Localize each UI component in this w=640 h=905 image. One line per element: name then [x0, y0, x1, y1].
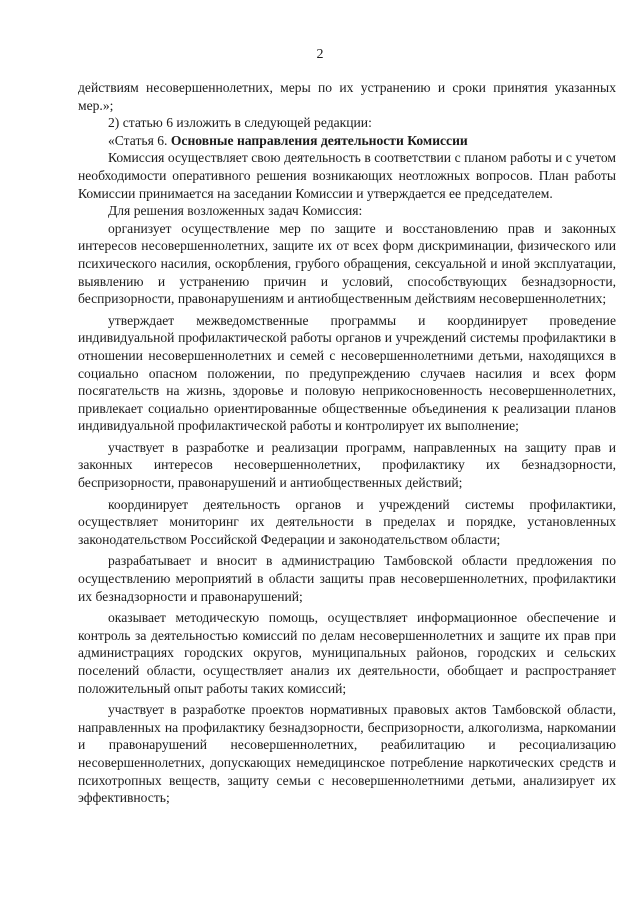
paragraph-amendment: 2) статью 6 изложить в следующей редакции: [108, 115, 372, 131]
paragraph: участвует в разработке проектов нормативных правовых актов Тамбовской области, направленных на профилактику безнадзорности, беспризорности, алкоголизма, наркомании и правонарушений несовершеннолетних, реабилитацию и ресоциализацию несовершеннолетних, допускающих немедицинское потребление наркотических средств и психотропных веществ, защиту семьи с несовершеннолетними детьми, анализирует их эффективность; [78, 702, 616, 806]
paragraph: организует осуществление мер по защите и восстановлению прав и законных интересов несовершеннолетних, защите их от всех форм дискриминации, физического или психического насилия, оскорбления, грубого обращения, сексуальной и иной эксплуатации, выявлению и устранению причин и условий, способствующих безнадзорности, беспризорности, правонарушениям и антиобщественным действиям несовершеннолетних; [78, 220, 616, 307]
paragraph: Комиссия осуществляет свою деятельность в соответствии с планом работы и с учетом необходимости оперативного решения возникающих неотложных вопросов. План работы Комиссии принимается на заседании Комиссии и утверждается ее председателем. [78, 150, 616, 201]
article-title: Основные направления деятельности Комиссии [170, 132, 468, 148]
page-number: 2 [316, 47, 324, 62]
paragraph: координирует деятельность органов и учреждений системы профилактики, осуществляет мониторинг их деятельности в пределах и порядке, установленных законодательством Российской Федерации и законодательством области; [78, 496, 616, 547]
paragraph: Для решения возложенных задач Комиссия: [108, 203, 363, 219]
document-body [78, 79, 616, 807]
paragraph: разрабатывает и вносит в администрацию Тамбовской области предложения по осуществлению мероприятий в области защиты прав несовершеннолетних, профилактики их безнадзорности и правонарушений; [78, 553, 616, 604]
paragraph: участвует в разработке и реализации программ, направленных на защиту прав и законных интересов несовершеннолетних, профилактику их безнадзорности, беспризорности, правонарушений и антиобщественных действий; [78, 439, 616, 491]
article-number: «Статья 6. [108, 132, 171, 148]
paragraph-continuation: действиям несовершеннолетних, меры по их устранению и сроки принятия указанных мер.»; [78, 80, 616, 113]
paragraph: оказывает методическую помощь, осуществляет информационное обеспечение и контроль за деятельностью комиссий по делам несовершеннолетних и защите их прав при администрациях городских округов, муниципальных районов, городских и сельских поселений области, осуществляет анализ их деятельности, обобщает и распространяет положительный опыт работы таких комиссий; [78, 610, 616, 696]
article-heading [78, 132, 616, 150]
paragraph: утверждает межведомственные программы и координирует проведение индивидуальной профилактической работы органов и учреждений системы профилактики в отношении несовершеннолетних и семей с несовершеннолетними детьми, находящихся в социально опасном положении, по предупреждению случаев насилия и всех форм посягательств на жизнь, здоровье и половую неприкосновенность несовершеннолетних, привлекает социально ориентированные общественные объединения к реализации планов индивидуальной профилактической работы и контролирует их выполнение; [78, 312, 616, 434]
